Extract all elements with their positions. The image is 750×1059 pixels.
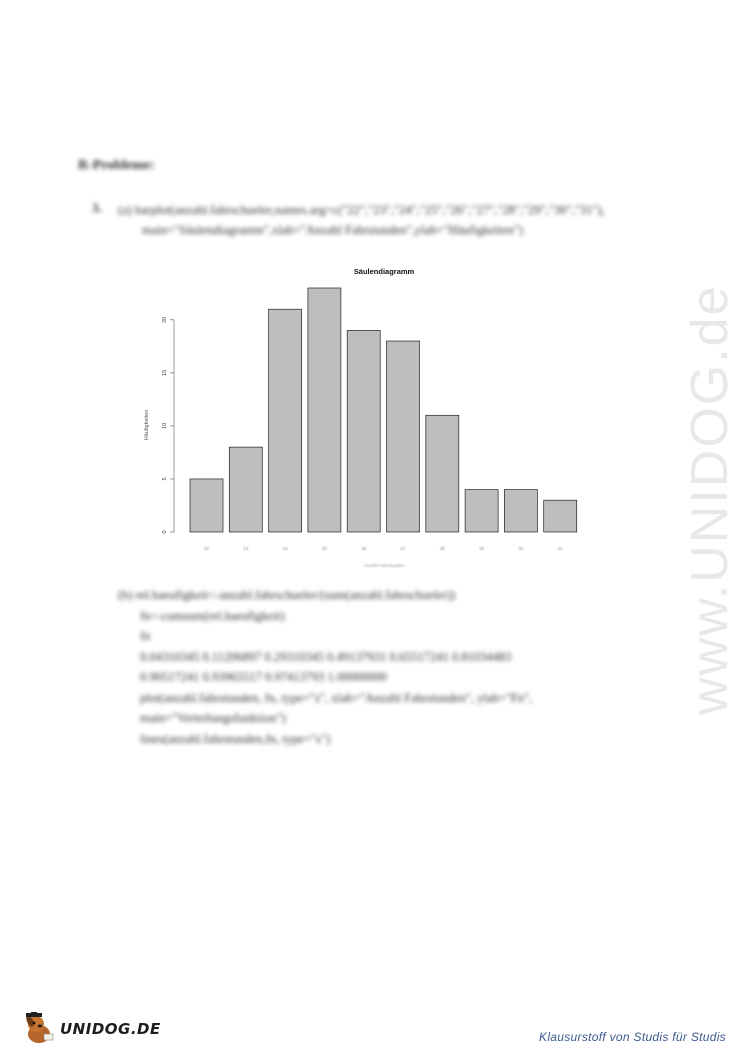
y-tick-label: 15 — [162, 369, 168, 376]
item-number: 3. — [92, 200, 102, 215]
x-tick-label: 29 — [479, 546, 485, 551]
code-block-b — [118, 585, 678, 749]
code-line: plot(anzahl.fahrstunden, fn, type="s", xlab="Anzahl Fahrstunden", ylab="Fn", — [140, 690, 533, 705]
chart-title: Säulendiagramm — [353, 267, 415, 276]
watermark: www.UNIDOG.de — [681, 284, 739, 715]
code-line: 0.90517241 0.93965517 0.97413793 1.00000000 — [140, 670, 387, 684]
x-tick-label: 23 — [243, 546, 249, 551]
code-line: lines(anzahl.fahrstunden,fn, type="s") — [140, 731, 331, 746]
chart-xlabel: Anzahl Fahrstunden — [363, 563, 405, 568]
x-tick-label: 28 — [439, 546, 445, 551]
footer-tagline: Klausurstoff von Studis für Studis — [539, 1030, 726, 1044]
section-heading: R-Probleme: — [78, 158, 155, 173]
y-tick-label: 10 — [162, 422, 168, 429]
bar-23 — [229, 447, 262, 532]
code-block-a — [118, 200, 728, 240]
bar-25 — [308, 288, 341, 532]
code-line: (a) barplot(anzahl.fahrschueler,names.arg=c("22","23","24","25","26","27","28","29","30","31"), — [118, 203, 605, 217]
x-tick-label: 30 — [518, 546, 524, 551]
logo-text: UNIDOG.DE — [60, 1020, 161, 1038]
code-line: main="Säulendiagramm",xlab="Anzahl Fahrstunden",ylab="Häufigkeiten") — [142, 223, 524, 237]
bar-22 — [190, 479, 223, 532]
footer-logo[interactable] — [22, 1012, 161, 1046]
bar-27 — [387, 341, 420, 532]
dog-mascot-icon — [22, 1012, 56, 1046]
x-tick-label: 25 — [321, 546, 327, 551]
bar-31 — [544, 500, 577, 532]
code-line: (b) rel.haeufigkeit<-anzahl.fahrschueler/(sum(anzahl.fahrschueler)) — [118, 588, 456, 602]
y-tick-label: 5 — [162, 477, 168, 481]
code-line: main="Verteilungsfunktion") — [140, 711, 286, 725]
x-tick-label: 24 — [282, 546, 288, 551]
y-tick-label: 20 — [162, 316, 168, 323]
code-line: fn — [140, 629, 151, 643]
bar-26 — [347, 330, 380, 532]
code-line: 0.04310345 0.11206897 0.29310345 0.49137931 0.65517241 0.81034483 — [140, 649, 512, 664]
x-tick-label: 22 — [203, 546, 210, 551]
bar-24 — [269, 309, 302, 532]
bars — [190, 288, 577, 532]
x-tick-label: 26 — [361, 546, 367, 551]
bar-chart — [130, 255, 600, 575]
x-tick-label: 31 — [557, 546, 563, 551]
bar-29 — [465, 490, 498, 532]
x-tick-labels — [204, 546, 563, 551]
y-tick-label: 0 — [162, 530, 168, 534]
code-line: fn<-cumsum(rel.haeufigkeit) — [140, 608, 285, 623]
y-axis — [162, 317, 174, 534]
bar-30 — [504, 490, 537, 532]
chart-ylabel: Häufigkeiten — [144, 409, 150, 441]
bar-28 — [426, 415, 459, 532]
x-tick-label: 27 — [400, 546, 406, 551]
